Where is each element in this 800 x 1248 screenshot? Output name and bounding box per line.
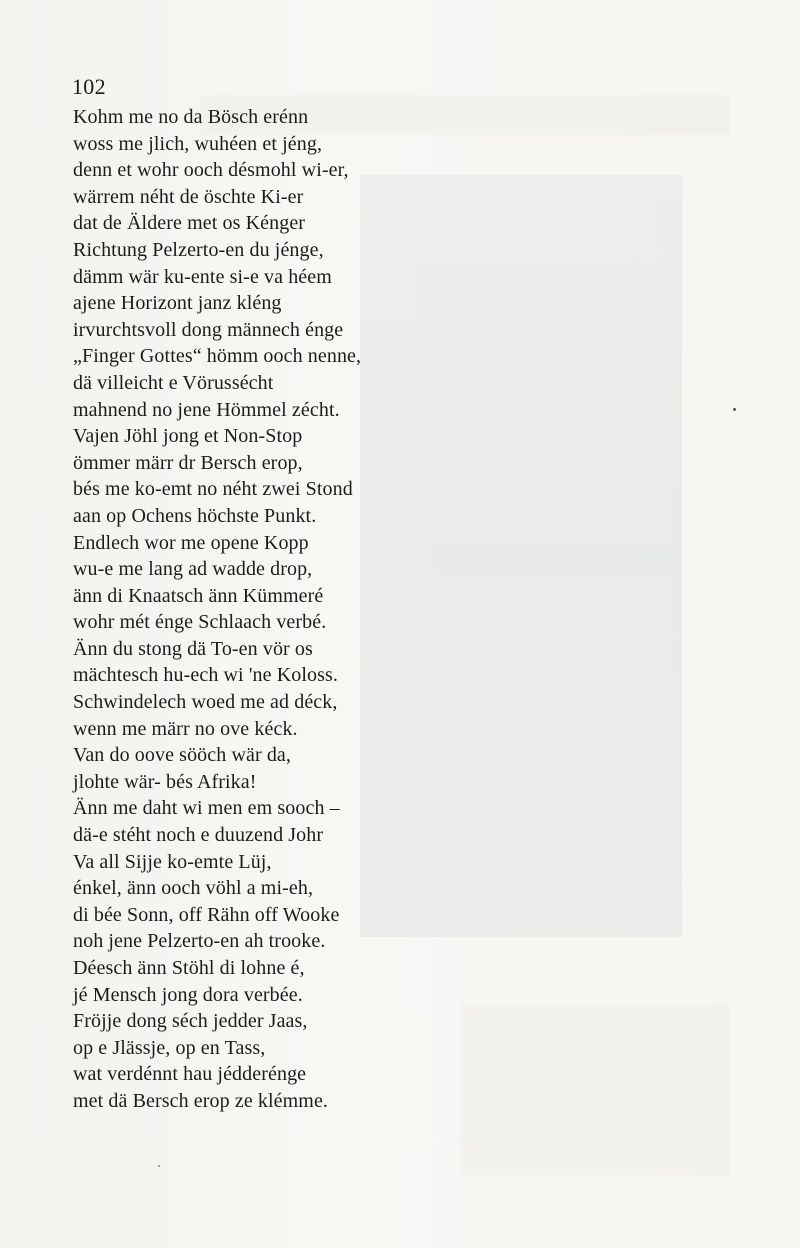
poem-line: „Finger Gottes“ hömm ooch nenne, — [73, 345, 362, 368]
poem-line: bés me ko-emt no néht zwei Stond — [73, 478, 353, 501]
poem-line: wat verdénnt hau jédderénge — [73, 1063, 307, 1086]
poem-line: denn et wohr ooch désmohl wi-er, — [73, 159, 349, 182]
poem-line: Déesch änn Stöhl di lohne é, — [73, 957, 305, 979]
poem-line: noh jene Pelzerto-en ah trooke. — [73, 930, 326, 953]
poem-line: wohr mét énge Schlaach verbé. — [73, 611, 327, 634]
poem-line: Va all Sijje ko-emte Lüj, — [73, 850, 272, 873]
show-through-text — [460, 1005, 730, 1175]
poem-line: woss me jlich, wuhéen et jéng, — [73, 132, 323, 155]
poem-line: änn di Knaatsch änn Kümmeré — [73, 584, 324, 607]
poem-line: jlohte wär- bés Afrika! — [73, 770, 257, 793]
poem-line: Änn du stong dä To-en vör os — [73, 637, 313, 660]
poem — [73, 104, 361, 1115]
page-number: 102 — [72, 74, 106, 99]
poem-line: mächtesch hu-ech wi 'ne Koloss. — [73, 664, 338, 687]
poem-line: dä villeicht e Vörussécht — [73, 371, 274, 394]
poem-line: jé Mensch jong dora verbée. — [73, 983, 303, 1006]
poem-line: Endlech wor me opene Kopp — [73, 531, 309, 554]
show-through-photo — [360, 175, 682, 937]
dust-speck — [733, 408, 736, 411]
poem-line: wenn me märr no ove kéck. — [73, 717, 298, 740]
poem-line: dä-e stéht noch e duuzend Johr — [73, 824, 324, 847]
poem-line: Kohm me no da Bösch erénn — [73, 106, 309, 128]
poem-line: mahnend no jene Hömmel zécht. — [73, 398, 340, 421]
poem-line: Schwindelech woed me ad déck, — [73, 691, 338, 714]
poem-line: met dä Bersch erop ze klémme. — [73, 1089, 329, 1112]
dust-speck — [158, 1165, 160, 1167]
poem-line: dämm wär ku-ente si-e va héem — [73, 265, 332, 288]
poem-line: wu-e me lang ad wadde drop, — [73, 558, 313, 581]
poem-line: Richtung Pelzerto-en du jénge, — [73, 238, 324, 261]
poem-line: Van do oove sööch wär da, — [73, 744, 291, 767]
poem-line: ömmer märr dr Bersch erop, — [73, 451, 303, 474]
poem-line: dat de Äldere met os Kénger — [73, 212, 306, 235]
poem-line: Fröjje dong séch jedder Jaas, — [73, 1010, 308, 1033]
poem-line: aan op Ochens höchste Punkt. — [73, 504, 317, 527]
poem-line: di bée Sonn, off Rähn off Wooke — [73, 903, 340, 926]
poem-line: irvurchtsvoll dong männech énge — [73, 318, 344, 341]
poem-line: énkel, änn ooch vöhl a mi-eh, — [73, 877, 314, 900]
poem-line: ajene Horizont janz kléng — [73, 292, 282, 315]
poem-line: wärrem néht de öschte Ki-er — [73, 185, 304, 208]
poem-line: Änn me daht wi men em sooch – — [73, 797, 340, 820]
poem-line: op e Jlässje, op en Tass, — [73, 1036, 266, 1059]
poem-line: Vajen Jöhl jong et Non-Stop — [73, 425, 303, 448]
